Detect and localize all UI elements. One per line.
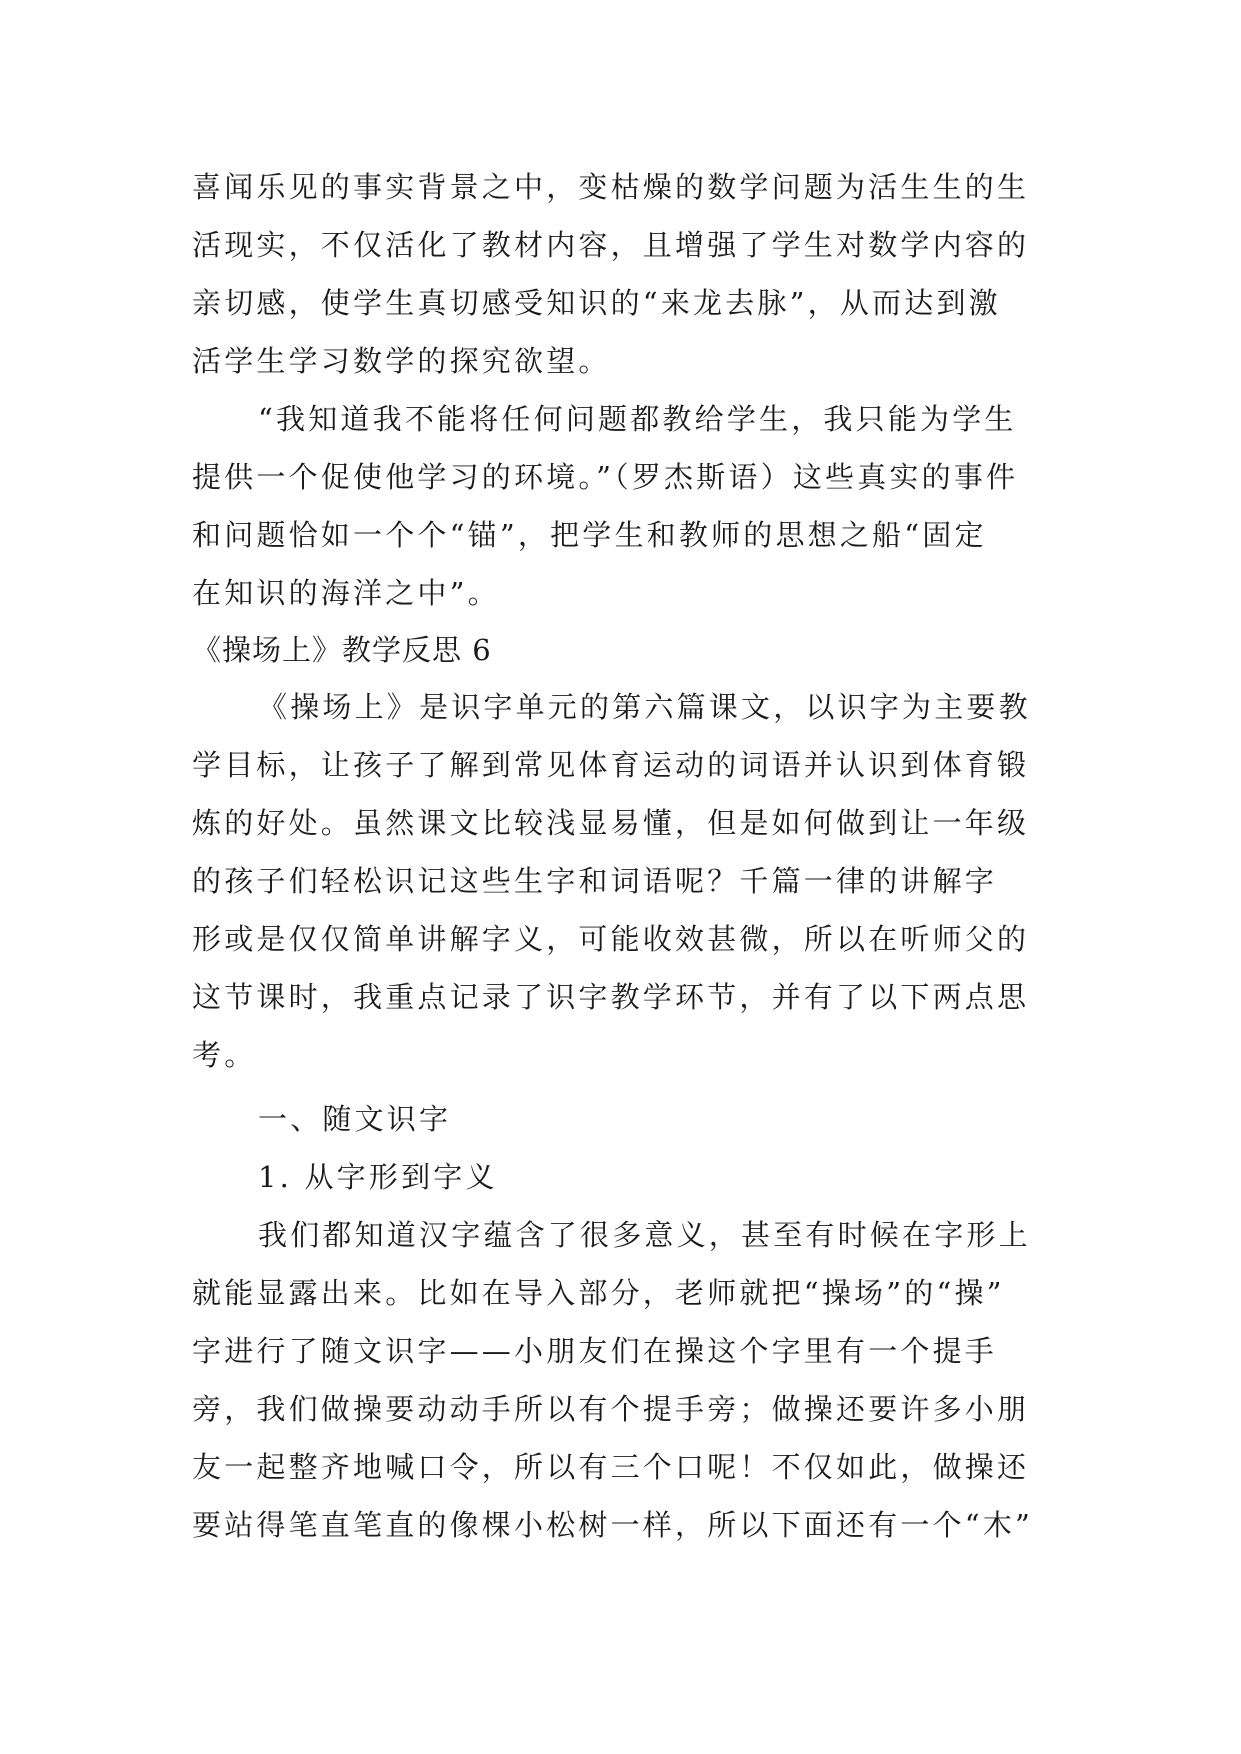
paragraph-line: 这节课时，我重点记录了识字教学环节，并有了以下两点思 (192, 980, 1030, 1014)
paragraph-line: 旁，我们做操要动动手所以有个提手旁；做操还要许多小朋 (192, 1392, 1030, 1426)
paragraph-line: 学目标，让孩子了解到常见体育运动的词语并认识到体育锻 (192, 748, 1030, 782)
paragraph-line: “我知道我不能将任何问题都教给学生，我只能为学生 (258, 402, 1017, 436)
paragraph-line: 活学生学习数学的探究欲望。 (192, 344, 611, 378)
paragraph-line: 提供一个促使他学习的环境。”（罗杰斯语）这些真实的事件 (192, 460, 1019, 494)
paragraph-line: 形或是仅仅简单讲解字义，可能收效甚微，所以在听师父的 (192, 922, 1030, 956)
paragraph-line: 活现实，不仅活化了教材内容，且增强了学生对数学内容的 (192, 228, 1030, 262)
paragraph-line: 就能显露出来。比如在导入部分，老师就把“操场”的“操” (192, 1276, 1005, 1310)
section-heading: 一、随文识字 (258, 1102, 452, 1136)
document-body (192, 158, 1052, 1554)
subsection-heading: 1. 从字形到字义 (258, 1160, 498, 1194)
paragraph-line: 在知识的海洋之中”。 (192, 576, 500, 610)
section-title: 《操场上》教学反思 6 (192, 633, 492, 667)
paragraph-line: 友一起整齐地喊口令，所以有三个口呢！不仅如此，做操还 (192, 1450, 1030, 1484)
paragraph-line: 我们都知道汉字蕴含了很多意义，甚至有时候在字形上 (258, 1218, 1031, 1252)
paragraph-line: 亲切感，使学生真切感受知识的“来龙去脉”，从而达到激 (192, 286, 1001, 320)
paragraph-line: 炼的好处。虽然课文比较浅显易懂，但是如何做到让一年级 (192, 806, 1030, 840)
paragraph-line: 喜闻乐见的事实背景之中，变枯燥的数学问题为活生生的生 (192, 170, 1030, 204)
paragraph-line: 和问题恰如一个个“锚”，把学生和教师的思想之船“固定 (192, 518, 987, 552)
paragraph-line: 要站得笔直笔直的像棵小松树一样，所以下面还有一个“木” (192, 1508, 1034, 1542)
paragraph-line: 字进行了随文识字——小朋友们在操这个字里有一个提手 (192, 1334, 998, 1368)
paragraph-line: 《操场上》是识字单元的第六篇课文，以识字为主要教 (258, 690, 1031, 724)
paragraph-line: 的孩子们轻松识记这些生字和词语呢？千篇一律的讲解字 (192, 864, 998, 898)
paragraph-line: 考。 (192, 1038, 257, 1072)
